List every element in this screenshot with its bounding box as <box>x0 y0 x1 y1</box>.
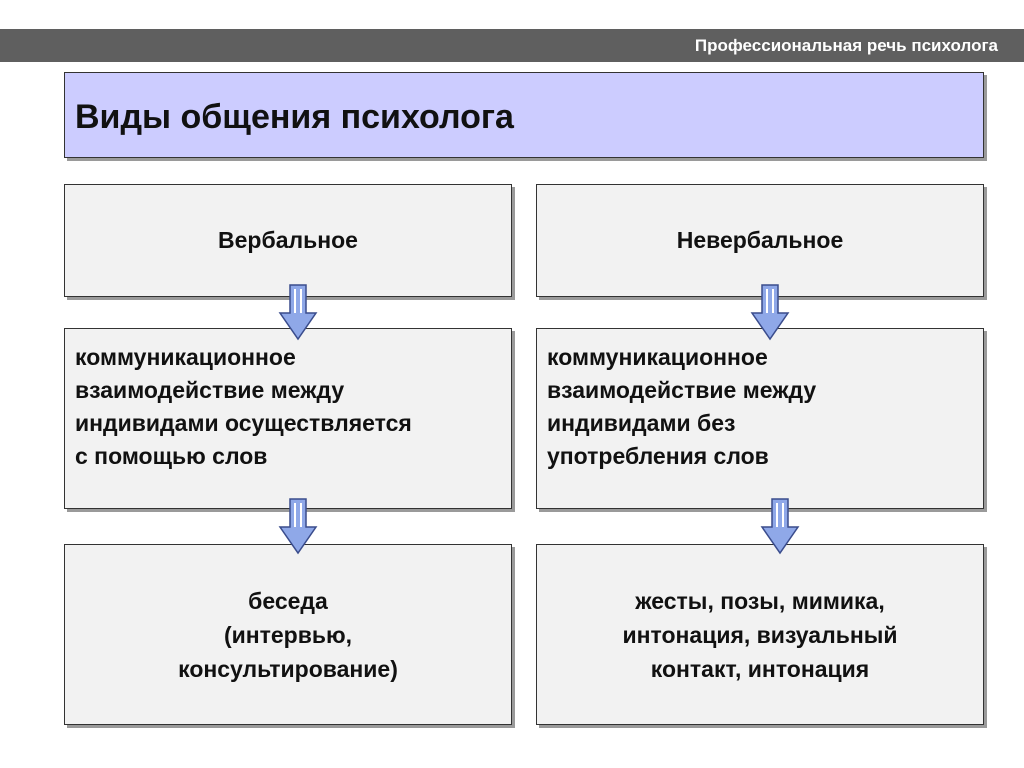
verbal-definition-line: с помощью слов <box>75 443 268 469</box>
nonverbal-example-line: жесты, позы, мимика, <box>635 587 885 614</box>
down-arrow-icon <box>750 283 790 341</box>
nonverbal-definition-line: индивидами без <box>547 410 736 436</box>
verbal-definition-line: коммуникационное <box>75 344 296 370</box>
verbal-example-line: консультирование) <box>178 655 398 682</box>
nonverbal-examples-box <box>536 544 984 725</box>
verbal-definition-box <box>64 328 512 509</box>
slide-title: Виды общения психолога <box>75 98 514 136</box>
verbal-example-line: (интервью, <box>223 621 353 648</box>
nonverbal-definition-box <box>536 328 984 509</box>
nonverbal-definition-line: коммуникационное <box>547 344 768 370</box>
verbal-example-line: беседа <box>248 587 328 614</box>
verbal-heading: Вербальное <box>218 227 358 253</box>
slide-title-box <box>64 72 984 158</box>
verbal-heading-box <box>64 184 512 297</box>
nonverbal-example-line: интонация, визуальный <box>622 621 898 648</box>
verbal-examples-box <box>64 544 512 725</box>
header-title: Профессиональная речь психолога <box>694 36 998 55</box>
down-arrow-icon <box>278 283 318 341</box>
header-bar <box>0 29 1024 62</box>
down-arrow-icon <box>278 497 318 555</box>
verbal-definition-line: взаимодействие между <box>75 377 345 403</box>
nonverbal-example-line: контакт, интонация <box>650 655 870 682</box>
nonverbal-heading: Невербальное <box>676 227 844 253</box>
down-arrow-icon <box>760 497 800 555</box>
nonverbal-heading-box <box>536 184 984 297</box>
verbal-definition-line: индивидами осуществляется <box>75 410 412 436</box>
nonverbal-definition-line: взаимодействие между <box>547 377 817 403</box>
nonverbal-definition-line: употребления слов <box>547 443 769 469</box>
